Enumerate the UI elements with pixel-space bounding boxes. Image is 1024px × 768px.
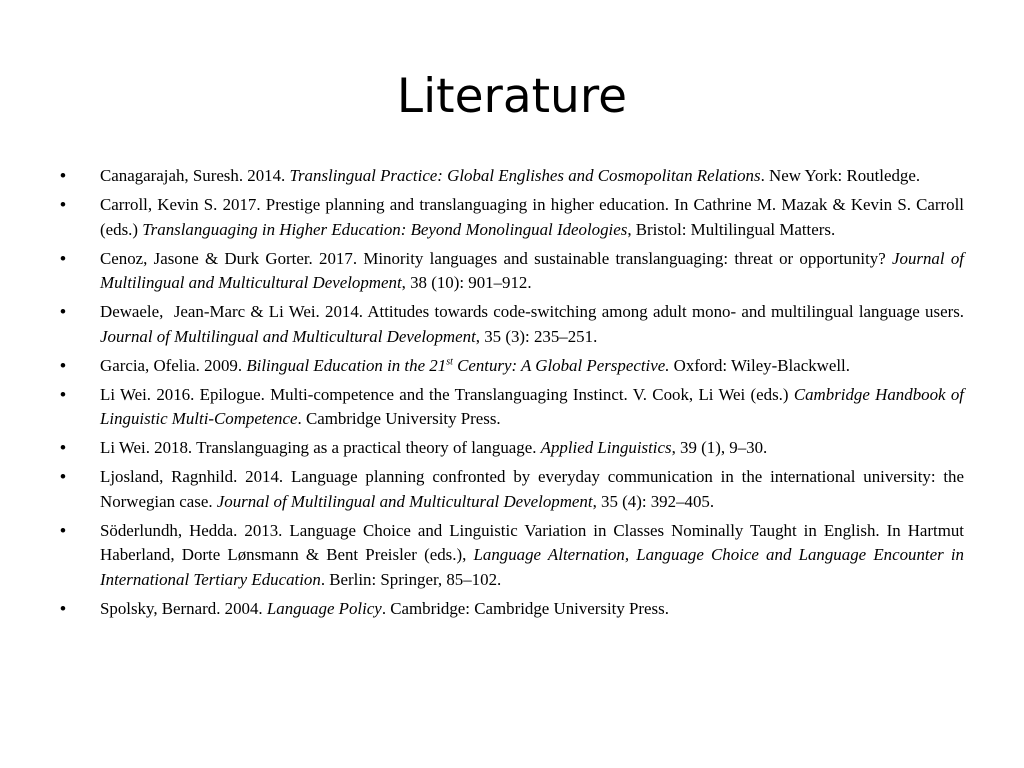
reference-text: Dewaele, Jean-Marc & Li Wei. 2014. Attitudes towards code-switching among adult mono- and multilingual language users.: [100, 302, 969, 321]
reference-item: [58, 436, 964, 461]
bullet-icon: •: [60, 467, 66, 486]
bullet-icon: •: [60, 248, 66, 268]
reference-text: Ljosland, Ragnhild. 2014. Language planning confronted by everyday communication in the international university: the Norwegian case.: [100, 467, 964, 511]
reference-title: Language Alternation, Language Choice and Language Encounter in International Tertiary Education: [100, 545, 965, 589]
reference-text: . Cambridge: Cambridge University Press.: [381, 598, 669, 618]
reference-title: Language Policy: [266, 598, 382, 618]
reference-text: , 39 (1), 9–30.: [671, 438, 768, 457]
reference-text: Carroll, Kevin S. 2017. Prestige planning and translanguaging in higher education. In Cathrine M. Mazak & Kevin S. Carroll (eds.): [100, 195, 964, 239]
reference-item: [58, 247, 964, 296]
reference-title: Journal of Multilingual and Multicultural Development: [100, 248, 964, 292]
reference-text: . Berlin: Springer, 85–102.: [320, 569, 502, 589]
reference-title-superscript: st: [446, 355, 453, 367]
reference-list: [58, 164, 969, 626]
bullet-icon: •: [60, 302, 66, 321]
reference-item: [58, 597, 964, 622]
bullet-icon: •: [60, 195, 66, 214]
reference-text: , 38 (10): 901–912.: [401, 273, 532, 292]
reference-text: , 35 (4): 392–405.: [592, 491, 715, 511]
reference-text: . New York: Routledge.: [760, 166, 921, 185]
bullet-icon: •: [60, 384, 66, 404]
reference-text: , 35 (3): 235–251.: [475, 326, 598, 346]
slide-title: Literature: [396, 69, 628, 124]
reference-item: [58, 193, 964, 242]
reference-title: Journal of Multilingual and Multicultural Development: [100, 326, 476, 346]
reference-title: Translingual Practice: Global Englishes and Cosmopolitan Relations: [289, 166, 761, 185]
reference-text: , Bristol: Multilingual Matters.: [627, 219, 836, 239]
bullet-icon: •: [60, 166, 66, 185]
reference-text: Oxford: Wiley-Blackwell.: [669, 355, 850, 375]
bullet-icon: •: [60, 598, 66, 618]
reference-item: [58, 383, 964, 432]
reference-item: [58, 354, 964, 379]
reference-item: [58, 300, 969, 349]
reference-item: [58, 519, 964, 593]
reference-text: Garcia, Ofelia. 2009.: [100, 355, 247, 375]
bullet-icon: •: [60, 520, 66, 540]
reference-text: Li Wei. 2018. Translanguaging as a practical theory of language.: [100, 438, 541, 457]
reference-text: Canagarajah, Suresh. 2014.: [100, 166, 290, 185]
reference-item: [58, 164, 964, 189]
reference-text: Li Wei. 2016. Epilogue. Multi-competence and the Translanguaging Instinct. V. Cook, Li Wei (eds.): [100, 384, 794, 404]
reference-text: Söderlundh, Hedda. 2013. Language Choice and Linguistic Variation in Classes Nominally Taught in English. In Hartmut Haberland, Dorte Lønsmann & Bent Preisler (eds.),: [100, 520, 964, 564]
reference-title: Cambridge Handbook of Linguistic Multi-Competence: [100, 384, 964, 428]
reference-text: Spolsky, Bernard. 2004.: [100, 598, 267, 618]
bullet-icon: •: [60, 355, 66, 375]
reference-title-part: Bilingual Education in the 21: [246, 355, 447, 375]
reference-title: Applied Linguistics: [540, 438, 672, 457]
reference-title: Journal of Multilingual and Multicultural Development: [216, 491, 593, 511]
reference-title-part: Century: A Global Perspective.: [452, 355, 670, 375]
reference-text: Cenoz, Jasone & Durk Gorter. 2017. Minority languages and sustainable translanguaging: threat or opportunity?: [100, 248, 893, 268]
reference-title: Translanguaging in Higher Education: Beyond Monolingual Ideologies: [142, 219, 628, 239]
reference-item: [58, 465, 964, 514]
reference-title: [246, 356, 669, 375]
reference-text: . Cambridge University Press.: [297, 409, 501, 428]
bullet-icon: •: [60, 438, 66, 457]
